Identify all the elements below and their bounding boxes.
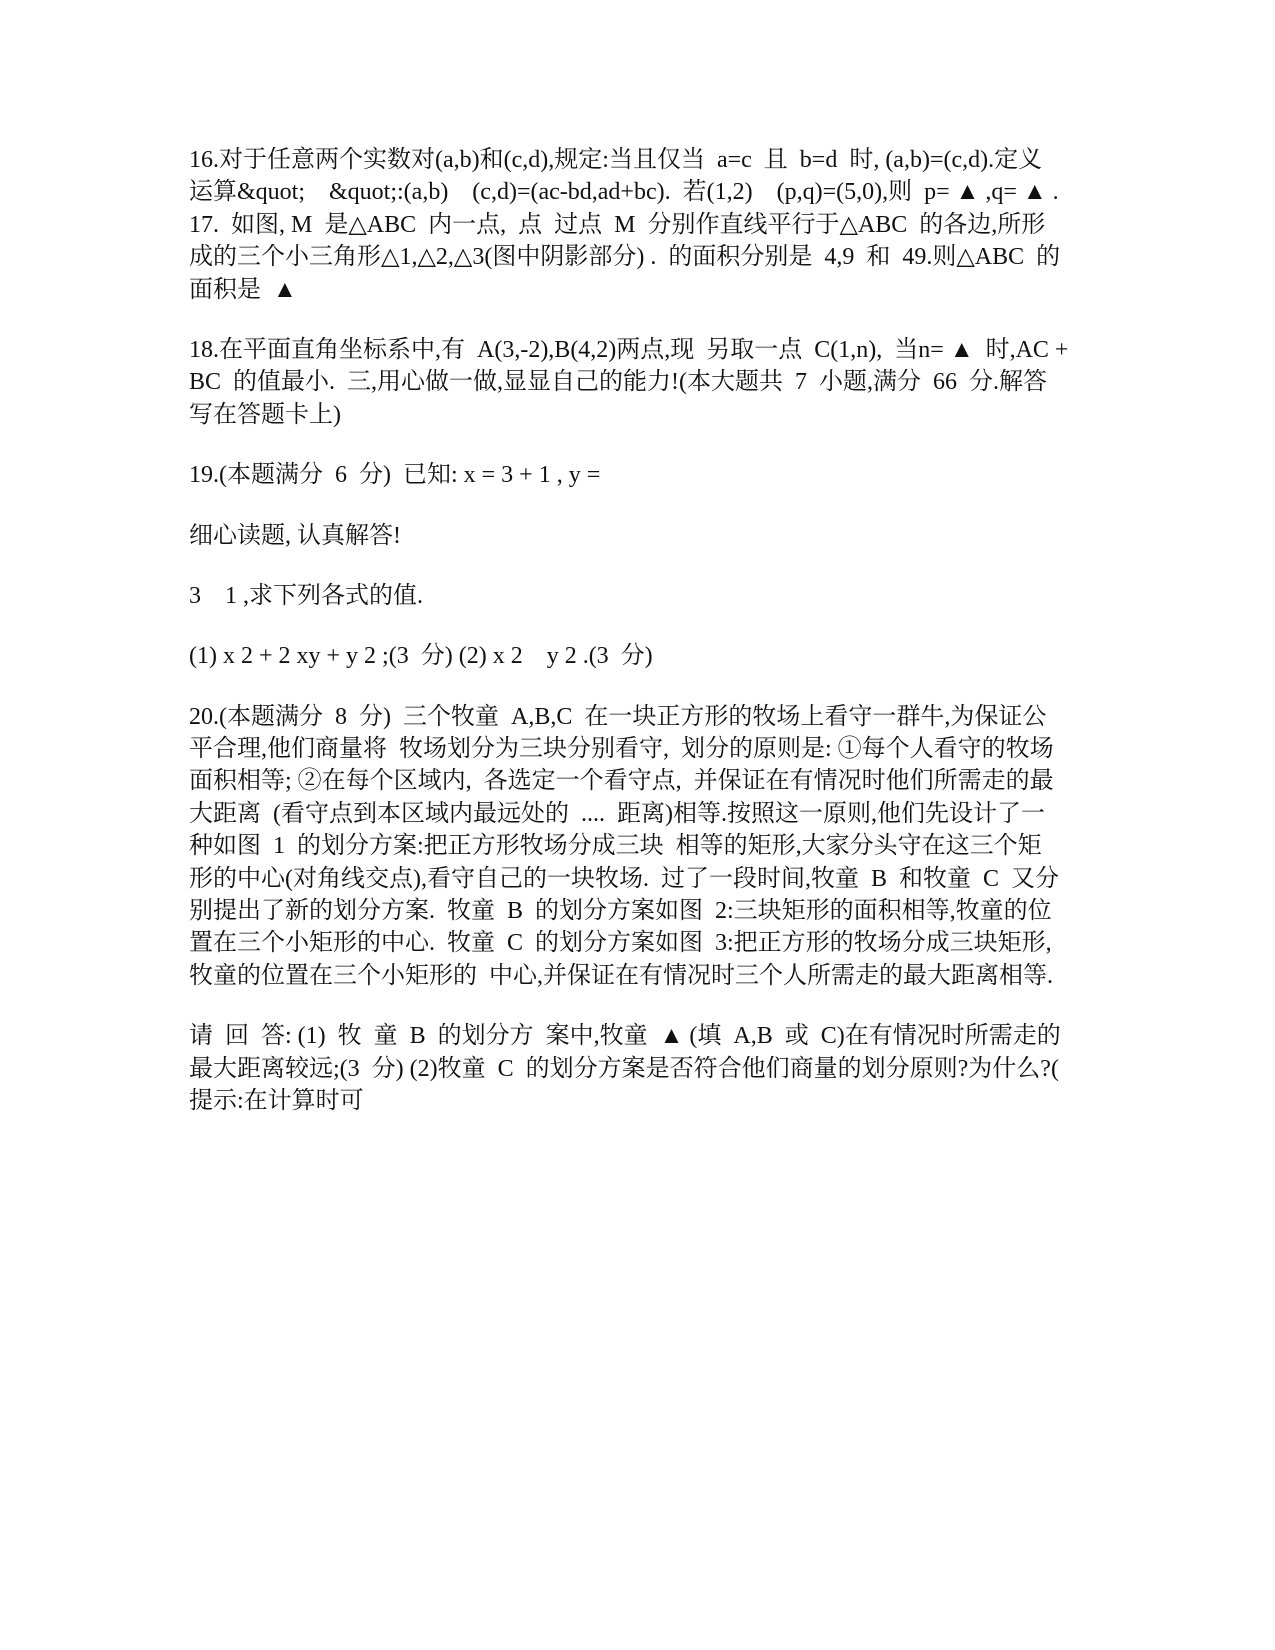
text-line: (1) x 2 + 2 xy + y 2 ;(3 分) (2) x 2 y 2 .(3 分) xyxy=(189,643,653,670)
text-line: 20.(本题满分 8 分) 三个牧童 A,B,C 在一块正方形的牧场上看守一群牛,为保证公 xyxy=(189,703,1047,730)
text-line: 面积是 ▲ xyxy=(189,276,297,303)
text-line: 请 回 答: (1) 牧 童 B 的划分方 案中,牧童 ▲ (填 A,B 或 C)在有情况时所需走的 xyxy=(189,1023,1061,1050)
text-line: 面积相等; ②在每个区域内, 各选定一个看守点, 并保证在有情况时他们所需走的最 xyxy=(189,768,1054,795)
text-line: 提示:在计算时可 xyxy=(189,1087,364,1114)
text-line: 大距离 (看守点到本区域内最远处的 .... 距离)相等.按照这一原则,他们先设计了一 xyxy=(189,800,1045,827)
text-line: 成的三个小三角形△1,△2,△3(图中阴影部分) . 的面积分别是 4,9 和 49.则△ABC 的 xyxy=(189,244,1061,271)
text-line: 细心读题, 认真解答! xyxy=(189,522,401,549)
text-line: 形的中心(对角线交点),看守自己的一块牧场. 过了一段时间,牧童 B 和牧童 C 又分 xyxy=(189,865,1059,892)
text-line: 最大距离较远;(3 分) (2)牧童 C 的划分方案是否符合他们商量的划分原则?为什么?( xyxy=(189,1055,1059,1082)
text-line: 牧童的位置在三个小矩形的 中心,并保证在有情况时三个人所需走的最大距离相等. xyxy=(189,962,1053,989)
text-line: 16.对于任意两个实数对(a,b)和(c,d),规定:当且仅当 a=c 且 b=d 时, (a,b)=(c,d).定义 xyxy=(189,147,1043,173)
document-page xyxy=(189,144,1099,1145)
text-line: 写在答题卡上) xyxy=(189,401,341,428)
text-line: 别提出了新的划分方案. 牧童 B 的划分方案如图 2:三块矩形的面积相等,牧童的位 xyxy=(189,898,1052,925)
text-line: BC 的值最小. 三,用心做一做,显显自己的能力!(本大题共 7 小题,满分 66 分.解答 xyxy=(189,369,1047,396)
question-16-17-paragraph xyxy=(189,144,1099,306)
text-line: 运算&quot; &quot;:(a,b) (c,d)=(ac-bd,ad+bc). 若(1,2) (p,q)=(5,0),则 p= ▲ ,q= ▲ . xyxy=(189,179,1059,206)
text-line: 18.在平面直角坐标系中,有 A(3,-2),B(4,2)两点,现 另取一点 C(1,n), 当n= ▲ 时,AC + xyxy=(189,336,1069,363)
instruction-paragraph xyxy=(189,520,1099,552)
question-19-continuation xyxy=(189,580,1099,612)
question-18-paragraph xyxy=(189,334,1099,431)
text-line: 3 1 ,求下列各式的值. xyxy=(189,582,423,609)
question-19-paragraph xyxy=(189,459,1099,491)
text-line: 平合理,他们商量将 牧场划分为三块分别看守, 划分的原则是: ①每个人看守的牧场 xyxy=(189,736,1054,763)
text-line: 置在三个小矩形的中心. 牧童 C 的划分方案如图 3:把正方形的牧场分成三块矩形, xyxy=(189,930,1052,957)
text-line: 17. 如图, M 是△ABC 内一点, 点 过点 M 分别作直线平行于△ABC 的各边,所形 xyxy=(189,211,1046,238)
question-20-paragraph xyxy=(189,701,1099,993)
question-20-answer-prompt xyxy=(189,1020,1099,1117)
question-19-subparts xyxy=(189,640,1099,672)
text-line: 种如图 1 的划分方案:把正方形牧场分成三块 相等的矩形,大家分头守在这三个矩 xyxy=(189,833,1042,860)
text-line: 19.(本题满分 6 分) 已知: x = 3 + 1 , y = xyxy=(189,462,601,489)
